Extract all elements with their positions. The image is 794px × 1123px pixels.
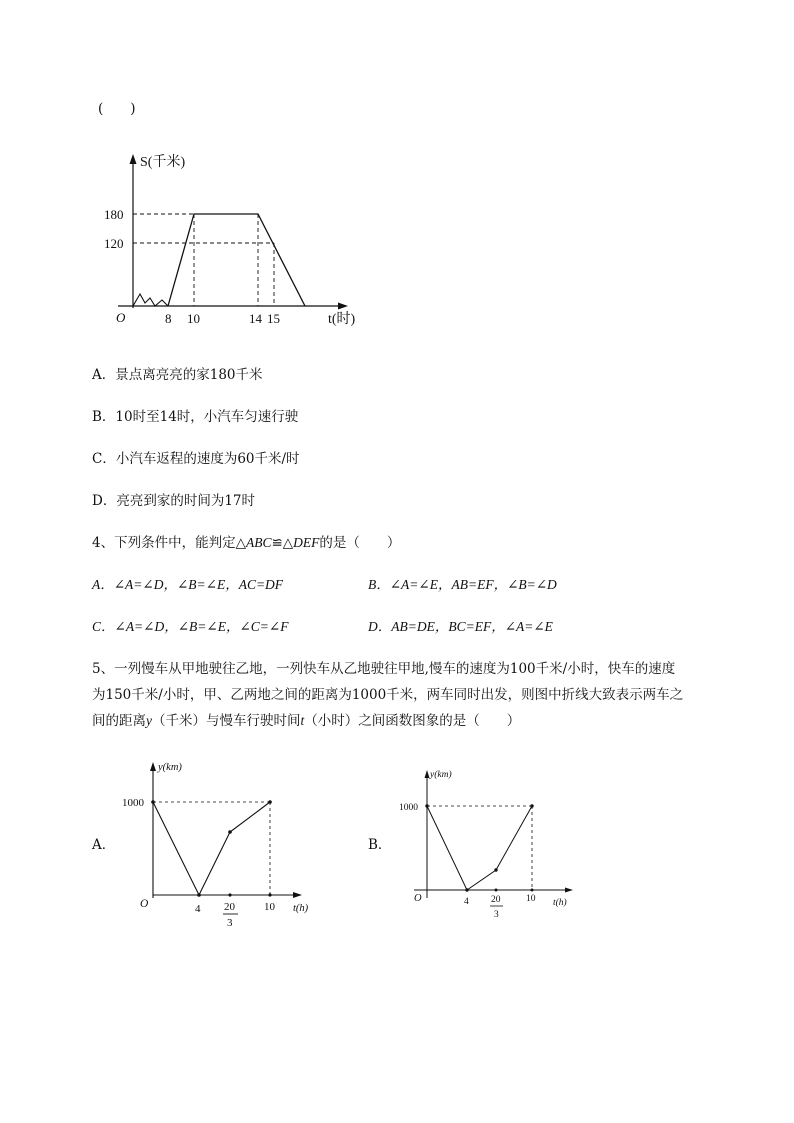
- graph-a-x-label: t(h): [293, 903, 309, 914]
- q4-option-a: A．∠A=∠D，∠B=∠E，AC=DF: [92, 577, 284, 592]
- q5-stem-line3-mid: （千米）与慢车行驶时间: [152, 713, 301, 729]
- q3-option-d: D．亮亮到家的时间为17时: [92, 493, 256, 509]
- graph-a-origin: O: [140, 898, 149, 910]
- trip-line: [168, 214, 305, 306]
- graph-a-x-arrow: [293, 892, 302, 898]
- q5-stem-line2: 为150千米/小时，甲、乙两地之间的距离为1000千米，两车同时出发，则图中折线大致表示两车之: [92, 687, 684, 703]
- graph-a-x-tick-4: 4: [195, 903, 201, 915]
- graph-b-x-label: t(h): [553, 898, 567, 908]
- y-tick-120: 120: [104, 236, 124, 251]
- graph-b-point-4: [465, 888, 468, 891]
- graph-b-polyline: [427, 806, 532, 890]
- q4-triangle-abc: △ABC: [235, 535, 272, 550]
- q5-var-y: y: [146, 713, 152, 728]
- graph-a-y-label: y(km): [158, 762, 182, 773]
- graph-b-point-20-3: [494, 868, 497, 871]
- q5-graph-b: [396, 764, 586, 929]
- graph-b-tick-20-3: [495, 889, 498, 892]
- q5-stem-line3: [92, 712, 520, 730]
- graph-a-x-tick-10: 10: [264, 901, 275, 913]
- graph-b-origin: O: [414, 893, 422, 904]
- y-axis-label: S(千米): [140, 155, 186, 170]
- q4-triangle-def: △DEF: [282, 535, 320, 550]
- q3-answer-paren: ( ): [98, 101, 136, 117]
- graph-a-point-0: [151, 800, 155, 804]
- q4-stem-post: 的是（ ）: [319, 535, 401, 551]
- x-tick-8: 8: [165, 311, 172, 326]
- origin-label: O: [116, 310, 126, 325]
- q4-stem-pre: 4、下列条件中，能判定: [92, 535, 236, 551]
- x-axis-label: t(时): [328, 312, 356, 327]
- graph-a-tick-10: [268, 893, 271, 896]
- graph-b-y-arrow: [425, 770, 430, 778]
- q5-option-a-label: A．: [92, 837, 116, 853]
- q4-option-d: D．AB=DE，BC=EF，∠A=∠E: [368, 619, 553, 634]
- q5-var-t: t: [300, 713, 305, 728]
- graph-b-x-arrow: [565, 888, 573, 893]
- q5-stem-line1: 5、一列慢车从甲地驶往乙地，一列快车从乙地驶往甲地,慢车的速度为100千米/小时，快车的速度: [92, 661, 676, 677]
- graph-b-tick-10: [531, 889, 534, 892]
- graph-b-point-0: [425, 804, 428, 807]
- q4-congruent-sign: ≌: [271, 535, 283, 551]
- graph-a-point-10: [268, 800, 272, 804]
- graph-a-tick-20-3: [228, 893, 231, 896]
- graph-a-point-4: [197, 893, 201, 897]
- graph-a-y-tick-1000: 1000: [122, 797, 144, 809]
- y-tick-180: 180: [104, 207, 124, 222]
- graph-b-frac-den: 3: [494, 910, 499, 920]
- q3-option-a: A．景点离亮亮的家180千米: [92, 367, 263, 383]
- graph-b-x-tick-4: 4: [464, 897, 469, 907]
- graph-a-polyline: [153, 802, 270, 895]
- x-tick-15: 15: [267, 311, 280, 326]
- graph-a-frac-den: 3: [227, 917, 233, 929]
- axis-break-zigzag: [133, 294, 168, 306]
- graph-b-y-label: y(km): [430, 770, 452, 780]
- graph-a-point-20-3: [228, 830, 232, 834]
- q3-distance-time-graph: [104, 148, 370, 338]
- q3-option-c: C．小汽车返程的速度为60千米/时: [92, 451, 300, 467]
- graph-b-point-10: [530, 804, 533, 807]
- q4-option-c: C．∠A=∠D，∠B=∠E，∠C=∠F: [92, 619, 289, 634]
- q3-option-b: B．10时至14时，小汽车匀速行驶: [92, 409, 299, 425]
- q4-stem: [92, 534, 400, 552]
- graph-b-y-tick-1000: 1000: [399, 803, 418, 813]
- x-tick-10: 10: [187, 311, 200, 326]
- graph-a-y-arrow: [150, 762, 156, 771]
- q5-graph-a: [120, 756, 320, 936]
- q5-stem-line3-post: （小时）之间函数图象的是（ ）: [304, 713, 521, 729]
- graph-b-x-tick-10: 10: [526, 894, 536, 904]
- y-axis-arrow: [130, 154, 137, 164]
- x-tick-14: 14: [249, 311, 262, 326]
- q5-stem-line3-pre: 间的距离: [92, 713, 146, 729]
- graph-b-frac-num: 20: [491, 895, 501, 905]
- graph-a-frac-num: 20: [224, 901, 235, 913]
- x-axis-arrow: [338, 303, 348, 310]
- q5-option-b-label: B．: [368, 837, 392, 853]
- q4-option-b: B．∠A=∠E，AB=EF，∠B=∠D: [368, 577, 557, 592]
